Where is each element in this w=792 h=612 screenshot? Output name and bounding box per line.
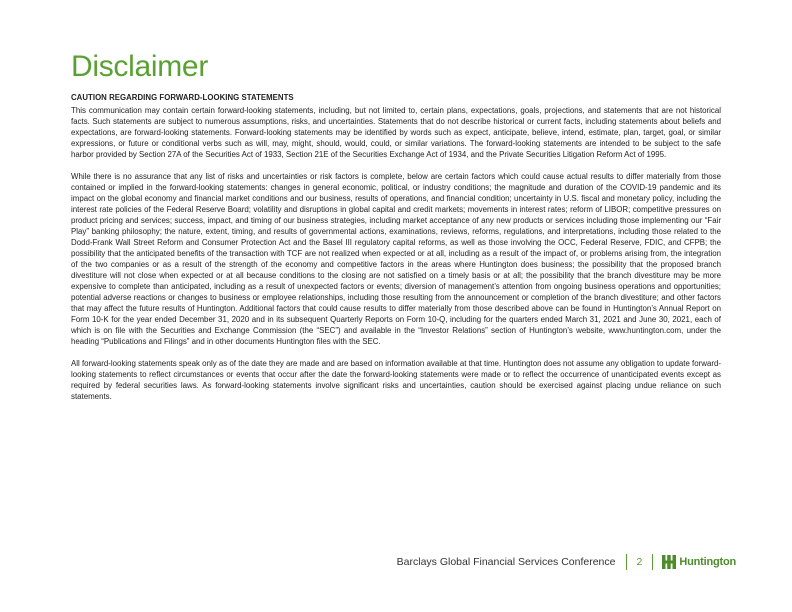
logo-wordmark: Huntington (679, 556, 736, 568)
paragraph-risk-factors: While there is no assurance that any list of risks and uncertainties or risk factors is complete, below are certain factors which could cause actual results to differ materially from those contained or implied in the forward-looking statements: changes in general economic, political, or industry conditions; the magnitude and duration of the COVID-19 pandemic and its impact on the global economy and financial market conditions and our business, results of operations, and financial condition; uncertainty in U.S. fiscal and monetary policy, including the interest rate policies of the Federal Reserve Board; volatility and disruptions in global capital and credit markets; movements in interest rates; reform of LIBOR; competitive pressures on product pricing and services; success, impact, and timing of our business strategies, including market acceptance of any new products or services including those implementing our “Fair Play” banking philosophy; the nature, extent, timing, and results of governmental actions, examinations, reviews, reforms, regulations, and interpretations, including those related to the Dodd-Frank Wall Street Reform and Consumer Protection Act and the Basel III regulatory capital reforms, as well as those involving the OCC, Federal Reserve, FDIC, and CFPB; the possibility that the anticipated benefits of the transaction with TCF are not realized when expected or at all, including as a result of the impact of, or problems arising from, the integration of the two companies or as a result of the strength of the economy and competitive factors in the areas where Huntington does business; the possibility that the proposed branch divestiture will not close when expected or at all because conditions to the closing are not satisfied on a timely basis or at all; the possibility that the branch divestiture may be more expensive to complete than anticipated, including as a result of unexpected factors or events; diversion of management’s attention from ongoing business operations and opportunities; potential adverse reactions or changes to business or employee relationships, including those resulting from the announcement or completion of the branch divestiture; and other factors that may affect the future results of Huntington. Additional factors that could cause results to differ materially from those described above can be found in Huntington’s Annual Report on Form 10-K for the year ended December 31, 2020 and in its subsequent Quarterly Reports on Form 10-Q, including for the quarters ended March 31, 2021 and June 30, 2021, each of which is on file with the Securities and Exchange Commission (the “SEC”) and available in the “Investor Relations” section of Huntington’s website, www.huntington.com, under the heading “Publications and Filings” and in other documents Huntington files with the SEC. (71, 172, 721, 346)
page-number: 2 (636, 556, 643, 568)
section-heading: CAUTION REGARDING FORWARD-LOOKING STATEMENTS (71, 93, 294, 102)
huntington-logo-icon (662, 555, 676, 569)
paragraph-closing: All forward-looking statements speak only as of the date they are made and are based on information available at that time. Huntington does not assume any obligation to update forward-looking statements to reflect circumstances or events that occur after the date the forward-looking statements were made or to reflect the occurrence of unanticipated events except as required by federal securities laws. As forward-looking statements involve significant risks and uncertainties, caution should be exercised against placing undue reliance on such statements. (71, 359, 721, 401)
page-title: Disclaimer (71, 50, 209, 83)
footer-divider (626, 554, 627, 570)
footer (397, 553, 736, 571)
footer-divider (652, 554, 653, 570)
paragraph-intro: This communication may contain certain forward-looking statements, including, but not limited to, certain plans, expectations, goals, projections, and statements that are not historical facts. Such statements are subject to numerous assumptions, risks, and uncertainties. Statements that do not describe historical or current facts, including statements about beliefs and expectations, are forward-looking statements. Forward-looking statements may be identified by words such as expect, anticipate, believe, intend, estimate, plan, target, goal, or similar expressions, or future or conditional verbs such as will, may, might, should, would, could, or similar variations. The forward-looking statements are intended to be subject to the safe harbor provided by Section 27A of the Securities Act of 1933, Section 21E of the Securities Exchange Act of 1934, and the Private Securities Litigation Reform Act of 1995. (71, 106, 721, 159)
disclaimer-body (71, 92, 721, 413)
huntington-logo (662, 555, 736, 569)
conference-name: Barclays Global Financial Services Conference (396, 556, 616, 568)
